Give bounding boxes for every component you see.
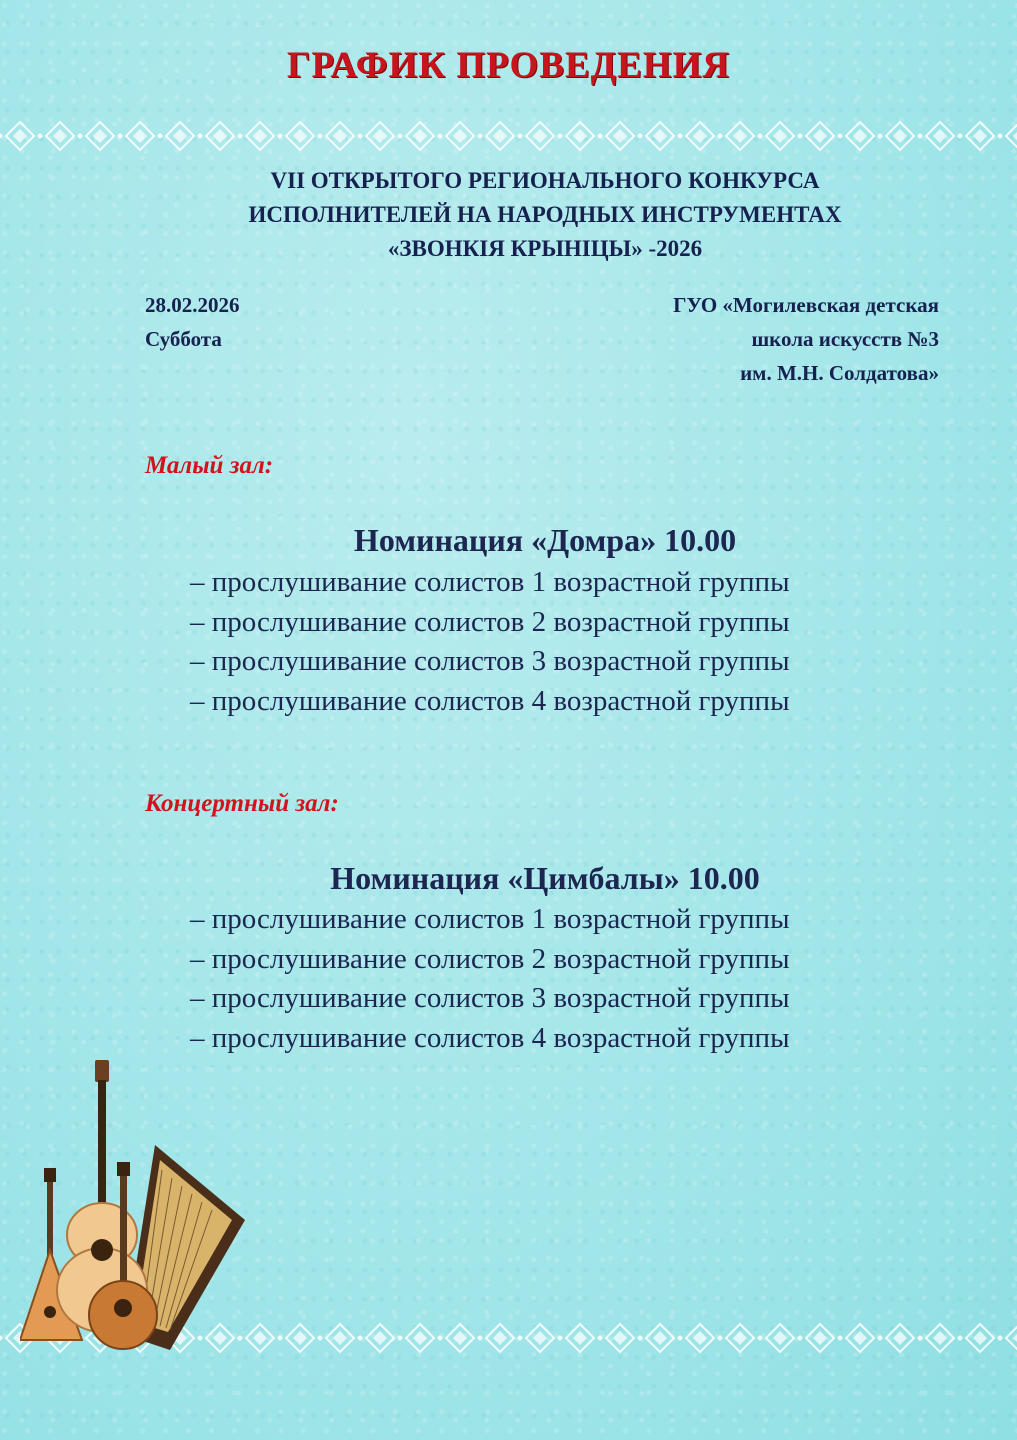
venue-line: ГУО «Могилевская детская xyxy=(673,293,939,317)
venue-line: школа искусств №3 xyxy=(751,327,939,351)
contest-title xyxy=(0,164,1017,266)
list-item: – прослушивание солистов 1 возрастной группы xyxy=(190,903,790,935)
contest-title-line: «ЗВОНКІЯ КРЫНІЦЫ» -2026 xyxy=(387,236,703,261)
list-item: – прослушивание солистов 2 возрастной группы xyxy=(190,605,790,638)
page-title: ГРАФИК ПРОВЕДЕНИЯ xyxy=(286,45,731,86)
nomination-domra: Номинация «Домра» 10.00 xyxy=(353,522,737,558)
list-item: – прослушивание солистов 3 возрастной группы xyxy=(190,645,790,677)
list-item: – прослушивание солистов 1 возрастной группы xyxy=(190,566,790,598)
list-item: – прослушивание солистов 3 возрастной группы xyxy=(190,982,790,1014)
date-value: 28.02.2026 xyxy=(145,293,240,317)
hall-heading-small: Малый зал: xyxy=(145,452,274,479)
list-item: – прослушивание солистов 2 возрастной группы xyxy=(190,942,790,975)
schedule-list-tsymbaly xyxy=(190,900,790,1058)
event-date xyxy=(145,288,240,356)
hall-heading-concert: Концертный зал: xyxy=(145,790,339,817)
contest-title-line: VII ОТКРЫТОГО РЕГИОНАЛЬНОГО КОНКУРСА xyxy=(270,168,820,193)
venue-line: им. М.Н. Солдатова» xyxy=(740,361,939,385)
weekday-value: Суббота xyxy=(145,327,222,351)
nomination-tsymbaly: Номинация «Цимбалы» 10.00 xyxy=(330,860,760,896)
top-ornament-border xyxy=(0,116,1017,156)
list-item: – прослушивание солистов 4 возрастной группы xyxy=(190,1021,790,1054)
schedule-list-domra xyxy=(190,563,790,721)
venue-name xyxy=(673,288,939,390)
list-item: – прослушивание солистов 4 возрастной группы xyxy=(190,684,790,717)
folk-instruments-illustration xyxy=(20,1050,260,1360)
contest-title-line: ИСПОЛНИТЕЛЕЙ НА НАРОДНЫХ ИНСТРУМЕНТАХ xyxy=(248,202,842,227)
